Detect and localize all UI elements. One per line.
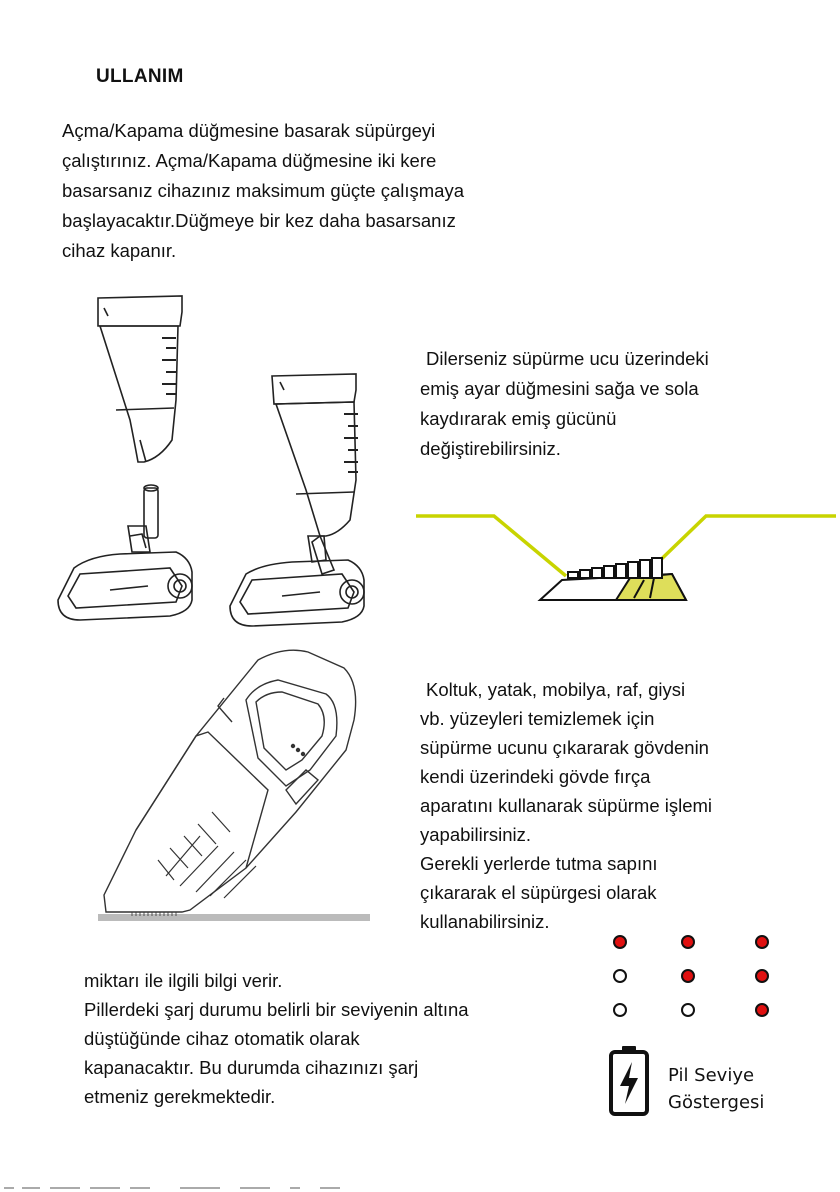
handheld-line: kullanabilirsiniz. <box>420 911 550 932</box>
intro-line: çalıştırınız. Açma/Kapama düğmesine iki kere <box>62 150 437 171</box>
section-heading: ULLANIM <box>96 66 184 87</box>
handheld-line: aparatını kullanarak süpürme işlemi <box>420 795 713 816</box>
led-on <box>756 970 768 982</box>
led-on <box>614 936 626 948</box>
suction-line: emiş ayar düğmesini sağa ve sola <box>420 378 699 399</box>
battery-paragraph <box>84 966 469 1111</box>
footer-print-marks <box>0 1184 360 1192</box>
suction-line: değiştirebilirsiniz. <box>420 438 561 459</box>
suction-line: Dilerseniz süpürme ucu üzerindeki <box>426 348 709 369</box>
led-on <box>756 936 768 948</box>
intro-line: cihaz kapanır. <box>62 240 177 261</box>
battery-level-led-grid <box>600 928 780 1028</box>
battery-line: kapanacaktır. Bu durumda cihazınızı şarj <box>84 1057 419 1078</box>
led-off <box>614 1004 626 1016</box>
handheld-line: kendi üzerindeki gövde fırça <box>420 766 651 787</box>
legend-line: Göstergesi <box>668 1092 765 1113</box>
intro-line: basarsanız cihazınız maksimum güçte çalışmaya <box>62 180 465 201</box>
intro-paragraph <box>62 116 562 266</box>
legend-line: Pil Seviye <box>668 1065 755 1086</box>
handheld-vacuum-illustration <box>96 640 376 925</box>
suction-paragraph <box>420 344 709 464</box>
battery-charging-icon <box>608 1044 650 1118</box>
battery-line: etmeniz gerekmektedir. <box>84 1086 276 1107</box>
battery-line: miktarı ile ilgili bilgi verir. <box>84 970 283 991</box>
handheld-paragraph <box>420 675 712 936</box>
handheld-line: yapabilirsiniz. <box>420 824 532 845</box>
vacuum-assembled-illustration <box>222 370 382 635</box>
battery-line: düştüğünde cihaz otomatik olarak <box>84 1028 360 1049</box>
handheld-line: Gerekli yerlerde tutma sapını <box>420 853 658 874</box>
battery-line: Pillerdeki şarj durumu belirli bir seviyenin altına <box>84 999 469 1020</box>
led-on <box>756 1004 768 1016</box>
vacuum-disassembled-illustration <box>50 290 210 630</box>
led-off <box>614 970 626 982</box>
handheld-line: Koltuk, yatak, mobilya, raf, giysi <box>426 679 686 700</box>
led-on <box>682 936 694 948</box>
handheld-line: çıkararak el süpürgesi olarak <box>420 882 657 903</box>
battery-legend <box>668 1062 764 1116</box>
intro-line: başlayacaktır.Düğmeye bir kez daha basarsanız <box>62 210 456 231</box>
handheld-line: süpürme ucunu çıkararak gövdenin <box>420 737 709 758</box>
suction-line: kaydırarak emiş gücünü <box>420 408 617 429</box>
handheld-line: vb. yüzeyleri temizlemek için <box>420 708 655 729</box>
led-on <box>682 970 694 982</box>
led-off <box>682 1004 694 1016</box>
suction-dial-illustration <box>416 510 836 610</box>
intro-line: Açma/Kapama düğmesine basarak süpürgeyi <box>62 120 436 141</box>
